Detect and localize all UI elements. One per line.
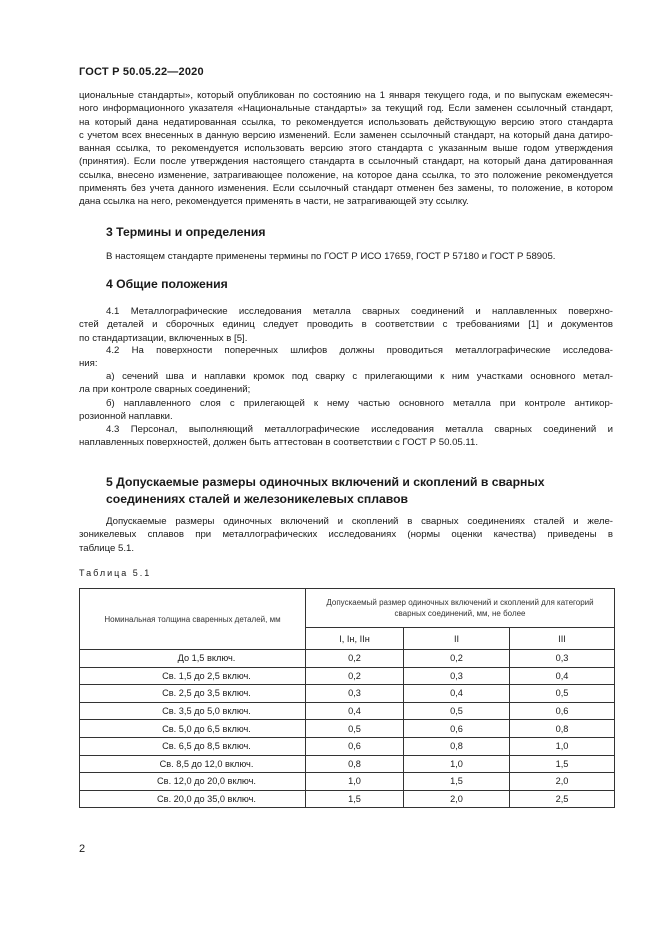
table-row [80,650,615,668]
clause-line: ла при контроле сварных соединений; [79,384,251,396]
clause-line: по стандартизации, включенных в [5]. [79,332,248,344]
table-row [80,702,615,720]
intro-line: применять без учета данного изменения. Если ссылочный стандарт отменен без замены, то положение, в котором [79,183,613,195]
clause-line: 4.1 Металлографические исследования металла сварных соединений и наплавленных поверхно- [106,306,613,317]
value-cell: 0,4 [306,702,404,720]
table-caption: Таблица 5.1 [79,568,152,578]
thickness-cell: Св. 8,5 до 12,0 включ. [80,755,306,773]
value-cell: 1,5 [306,790,404,808]
thickness-cell: До 1,5 включ. [80,650,306,668]
value-cell: 0,5 [404,702,510,720]
value-cell: 0,2 [404,650,510,668]
value-cell: 0,6 [510,702,615,720]
value-cell: 0,4 [404,685,510,703]
value-cell: 0,2 [306,667,404,685]
table-row [80,667,615,685]
document-header: ГОСТ Р 50.05.22—2020 [79,66,204,78]
sub-header-cat-3: III [510,628,615,650]
value-cell: 0,4 [510,667,615,685]
intro-line: ного информационного указателя «Национальные стандарты» за текущий год. Если заменен ссылочный стандарт, [79,103,613,115]
section-5-heading-line: соединениях сталей и железоникелевых сплавов [106,492,409,506]
thickness-cell: Св. 2,5 до 3,5 включ. [80,685,306,703]
clause-4-2 [79,344,613,371]
clause-4-2-a [79,370,613,397]
value-cell: 1,0 [306,773,404,791]
table-row [80,755,615,773]
clause-4-1 [79,305,613,345]
intro-line: ванная ссылка, то рекомендуется использовать версию этого стандарта с указанным выше годом утверждения [79,143,613,155]
col-header-thickness: Номинальная толщина сваренных деталей, мм [80,589,306,650]
value-cell: 0,8 [404,737,510,755]
section-5-heading-line: 5 Допускаемые размеры одиночных включений и скоплений в сварных [106,475,545,489]
intro-line: циональные стандарты», который опубликован по состоянию на 1 января текущего года, и по выпускам ежемесяч- [79,90,613,101]
intro-line: с учетом всех внесенных в данную версию изменений. Если заменен ссылочный стандарт, на который дана датиро- [79,129,613,141]
table-row [80,685,615,703]
value-cell: 0,3 [404,667,510,685]
inclusion-size-table [79,588,615,808]
thickness-cell: Св. 12,0 до 20,0 включ. [80,773,306,791]
section-3-text [106,250,616,263]
value-cell: 0,8 [306,755,404,773]
sub-header-cat-1: I, Iн, IIн [306,628,404,650]
value-cell: 2,0 [510,773,615,791]
sub-header-cat-2: II [404,628,510,650]
value-cell: 2,5 [510,790,615,808]
value-cell: 2,0 [404,790,510,808]
section-5-line: зоникелевых сплавов при металлографических исследованиях (нормы оценки качества) приведены в [79,529,613,541]
clause-4-2-b [79,397,613,424]
thickness-cell: Св. 3,5 до 5,0 включ. [80,702,306,720]
clause-line: наплавленных поверхностей, должен быть аттестован в соответствии с ГОСТ Р 50.05.11. [79,437,479,449]
thickness-cell: Св. 1,5 до 2,5 включ. [80,667,306,685]
value-cell: 0,3 [306,685,404,703]
section-5-heading [106,474,616,508]
intro-line: ссылка, внесено изменение, затрагивающее положение, на которое дана ссылка, то это положение рекомендуется [79,169,613,181]
clause-line: б) наплавленного слоя с прилегающей к нему частью основного металла при контроле антикор- [106,398,613,409]
clause-line: а) сечений шва и наплавки кромок под сварку с прилегающими к ним участками основного метал- [106,371,613,382]
intro-paragraph [79,89,613,209]
clause-4-3 [79,423,613,450]
section-3-line: В настоящем стандарте применены термины по ГОСТ Р ИСО 17659, ГОСТ Р 57180 и ГОСТ Р 58905. [106,251,556,262]
section-5-line: Допускаемые размеры одиночных включений и скоплений в сварных соединениях сталей и желе- [106,516,613,527]
table-row [80,773,615,791]
page-number: 2 [79,843,86,855]
section-3-heading: 3 Термины и определения [106,225,266,239]
thickness-cell: Св. 20,0 до 35,0 включ. [80,790,306,808]
value-cell: 0,3 [510,650,615,668]
section-5-line: таблице 5.1. [79,542,135,554]
value-cell: 0,5 [306,720,404,738]
clause-line: розионной наплавки. [79,411,173,423]
value-cell: 0,6 [306,737,404,755]
table-row [80,720,615,738]
intro-line: на который дана недатированная ссылка, то рекомендуется использовать действующую версию этого стандарта [79,116,613,128]
value-cell: 1,5 [510,755,615,773]
thickness-cell: Св. 6,5 до 8,5 включ. [80,737,306,755]
intro-line: дана ссылка на него, рекомендуется применять в части, не затрагивающей эту ссылку. [79,196,469,208]
value-cell: 0,2 [306,650,404,668]
value-cell: 0,5 [510,685,615,703]
clause-line: 4.3 Персонал, выполняющий металлографические исследования металла сварных соединений и [106,424,613,435]
section-5-text [79,515,613,555]
intro-line: (принятия). Если после утверждения настоящего стандарта в ссылочный стандарт, на который дана датированная [79,156,613,168]
clause-line: стей деталей и сборочных единиц следует проводить в соответствии с требованиями [1] и документов [79,319,613,331]
value-cell: 0,6 [404,720,510,738]
section-4-heading: 4 Общие положения [106,277,228,291]
value-cell: 0,8 [510,720,615,738]
clause-line: ния: [79,358,98,370]
clause-line: 4.2 На поверхности поперечных шлифов должны проводиться металлографические исследова- [106,345,613,356]
value-cell: 1,0 [510,737,615,755]
thickness-cell: Св. 5,0 до 6,5 включ. [80,720,306,738]
table-row [80,790,615,808]
table-row [80,737,615,755]
value-cell: 1,0 [404,755,510,773]
col-header-group: Допускаемый размер одиночных включений и скоплений для категорий сварных соединений, мм, не более [306,589,615,628]
value-cell: 1,5 [404,773,510,791]
